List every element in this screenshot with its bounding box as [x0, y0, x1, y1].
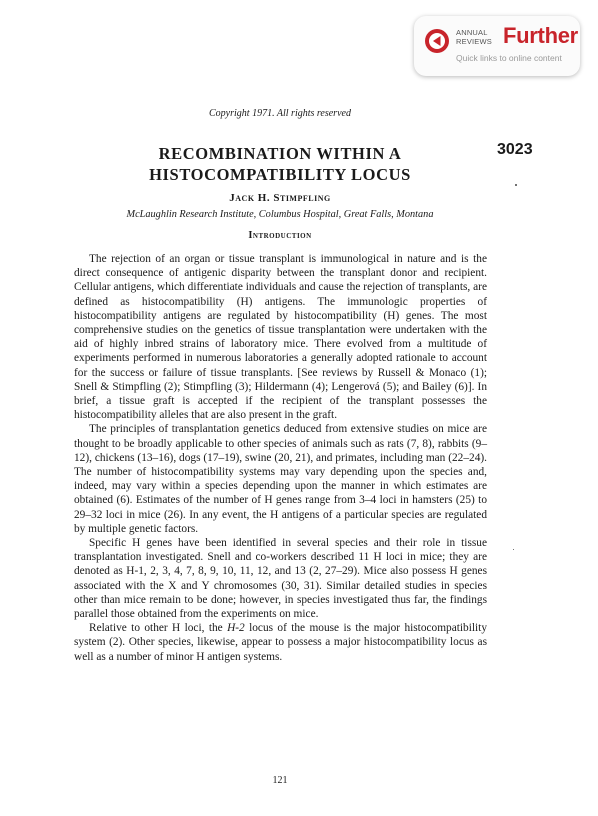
chapter-number: 3023 — [497, 141, 533, 158]
further-links-badge[interactable] — [414, 16, 580, 76]
publisher-name: ANNUAL REVIEWS — [456, 28, 492, 46]
further-subtitle: Quick links to online content — [456, 53, 562, 63]
title-line-2: HISTOCOMPATIBILITY LOCUS — [149, 165, 411, 184]
scan-speck — [513, 549, 514, 550]
scan-speck — [515, 184, 517, 186]
title-line-1: RECOMBINATION WITHIN A — [158, 144, 402, 163]
page-number: 121 — [272, 775, 288, 786]
annual-reviews-logo-icon — [424, 28, 450, 54]
paragraph-4: Relative to other H loci, the H-2 locus of the mouse is the major histocompatibility system (2). Other species, likewise, appear to possess a major histocompatibility locus as well as a number of minor H antigen systems. — [74, 622, 487, 663]
paragraph-3: Specific H genes have been identified in several species and their role in tissue transplantation investigated. Snell and co-workers described 11 H loci in mice; they are denoted as H-1, 2, 3, 4, 7, 8, 9, 10, 11, 12, and 13 (2, 27–29). Mice also possess H genes associated with the X and Y chromosomes (30, 31). Similar detailed studies in species other than mice remain to be done; however, in species investigated thus far, the findings parallel those obtained from the experiments on mice. — [74, 537, 487, 621]
body-text — [74, 252, 487, 664]
article-title — [0, 143, 560, 185]
section-heading-introduction: Introduction — [248, 230, 312, 241]
paragraph-2: The principles of transplantation genetics deduced from extensive studies on mice are thought to be broadly applicable to other species of animals such as rats (7, 8), rabbits (9–12), chickens (13–16), dogs (17–19), swine (20, 21), and primates, including man (22–24). The number of histocompatibility systems may vary depending upon the species and, indeed, may vary within a species depending upon the manner in which estimates are obtained (6). Estimates of the number of H genes range from 3–4 loci in hamsters (25) to 29–32 loci in mice (26). In any event, the H antigens of a particular species are regulated by multiple genetic factors. — [74, 423, 487, 535]
author-affiliation: McLaughlin Research Institute, Columbus Hospital, Great Falls, Montana — [126, 209, 434, 220]
h2-locus-term: H-2 — [227, 622, 245, 635]
further-title[interactable]: Further — [503, 23, 578, 48]
author-name: Jack H. Stimpfling — [229, 192, 331, 204]
copyright-notice: Copyright 1971. All rights reserved — [209, 108, 351, 119]
paragraph-1: The rejection of an organ or tissue transplant is immunological in nature and is the direct consequence of antigenic disparity between the transplant donor and recipient. Cellular antigens, which differentiate individuals and cause the rejection of transplants, are defined as histocompatibility (H) antigens. The immunologic properties of histocompatibility antigens are regulated by histocompatibility (H) genes. The most comprehensive studies on the genetics of tissue transplantation were undertaken with the aid of highly inbred strains of laboratory mice. There evolved from a multitude of experiments performed in numerous laboratories a generally adopted rationale to account for the success or failure of tissue transplants. [See reviews by Russell & Monaco (1); Snell & Stimpfling (2); Stimpfling (3); Hildermann (4); Lengerová (5); and Bailey (6)]. In brief, a tissue graft is accepted if the recipient of the transplant possesses the histocompatibility alleles that are also present in the graft. — [74, 253, 487, 422]
